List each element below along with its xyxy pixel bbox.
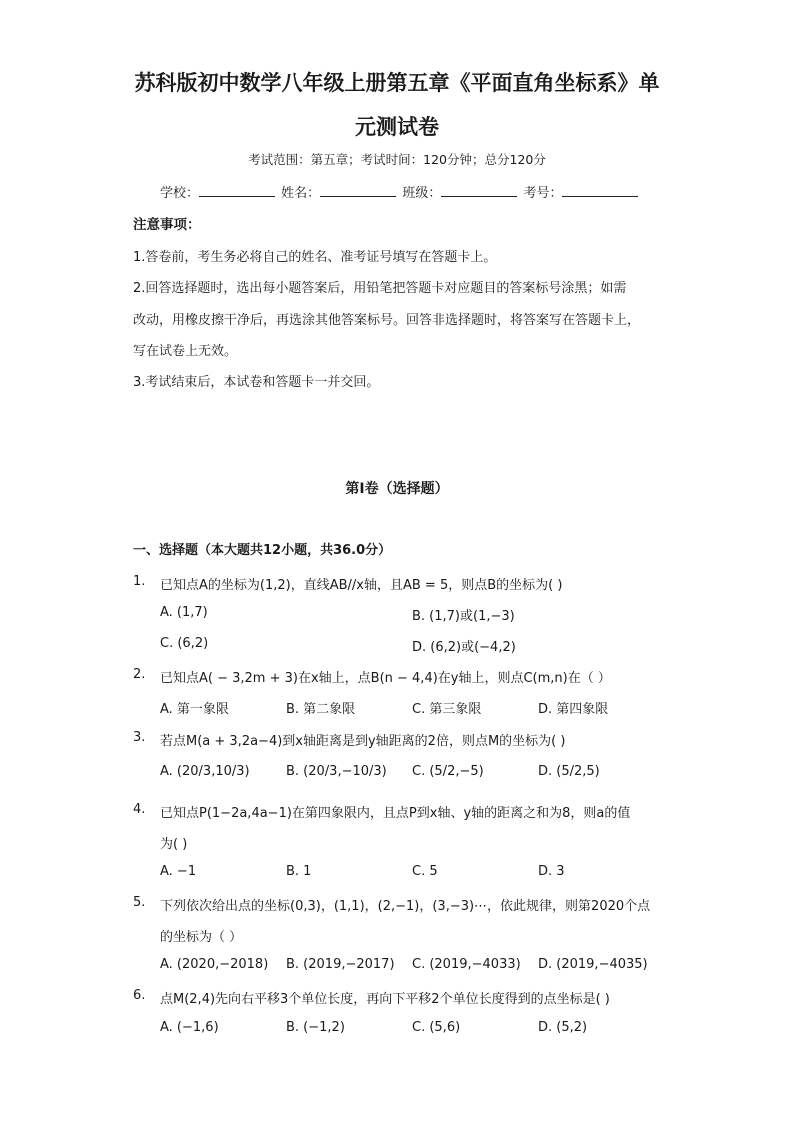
option-c: C. 5 bbox=[412, 864, 438, 879]
option-a: A. 第一象限 bbox=[160, 702, 229, 717]
option-b: B. 第二象限 bbox=[286, 702, 356, 717]
student-info-row bbox=[160, 182, 640, 201]
option-c: C. 第三象限 bbox=[412, 702, 482, 717]
question-text-cont: 为( ) bbox=[160, 837, 188, 852]
part-heading: 一、选择题（本大题共12小题，共36.0分） bbox=[133, 543, 392, 558]
question-text: 点M(2,4)先向右平移3个单位长度，再向下平移2个单位长度得到的点坐标是( ) bbox=[160, 992, 610, 1007]
question-number: 4. bbox=[133, 802, 146, 817]
school-label: 学校： bbox=[160, 186, 200, 201]
question-text: 下列依次给出点的坐标(0,3)，(1,1)，(2,−1)，(3,−3)⋯，依此规律，则第2020个点 bbox=[160, 899, 651, 914]
notice-line: 2.回答选择题时，选出每小题答案后，用铅笔把答题卡对应题目的答案标号涂黑；如需 bbox=[133, 281, 627, 296]
class-label: 班级： bbox=[402, 186, 442, 201]
name-label: 姓名： bbox=[281, 186, 321, 201]
notice-line: 改动，用橡皮擦干净后，再选涂其他答案标号。回答非选择题时，将答案写在答题卡上， bbox=[133, 313, 641, 328]
question-number: 3. bbox=[133, 730, 146, 745]
option-b: B. 1 bbox=[286, 864, 312, 879]
option-b: B. (20/3,−10/3) bbox=[286, 764, 387, 779]
option-a: A. −1 bbox=[160, 864, 197, 879]
option-c: C. (5,6) bbox=[412, 1020, 461, 1035]
question-number: 6. bbox=[133, 988, 146, 1003]
option-d: D. (2019,−4035) bbox=[538, 957, 648, 972]
question-number: 1. bbox=[133, 574, 146, 589]
notice-line: 3.考试结束后，本试卷和答题卡一并交回。 bbox=[133, 375, 380, 390]
question-text: 若点M(a + 3,2a−4)到x轴距离是到y轴距离的2倍，则点M的坐标为( ) bbox=[160, 734, 566, 749]
school-blank[interactable] bbox=[199, 184, 275, 197]
option-c: C. (2019,−4033) bbox=[412, 957, 521, 972]
option-a: A. (1,7) bbox=[160, 605, 208, 620]
option-c: C. (6,2) bbox=[160, 636, 209, 651]
option-d: D. (5/2,5) bbox=[538, 764, 600, 779]
option-d: D. 第四象限 bbox=[538, 702, 609, 717]
question-text: 已知点A的坐标为(1,2)，直线AB//x轴，且AB = 5，则点B的坐标为( ) bbox=[160, 578, 563, 593]
exam-title-line-2: 元测试卷 bbox=[355, 114, 439, 139]
exam-title-line-1: 苏科版初中数学八年级上册第五章《平面直角坐标系》单 bbox=[134, 70, 660, 95]
option-a: A. (20/3,10/3) bbox=[160, 764, 250, 779]
option-d: D. (6,2)或(−4,2) bbox=[412, 640, 516, 655]
notice-line: 1.答卷前，考生务必将自己的姓名、准考证号填写在答题卡上。 bbox=[133, 250, 497, 265]
option-a: A. (2020,−2018) bbox=[160, 957, 269, 972]
option-b: B. (−1,2) bbox=[286, 1020, 345, 1035]
question-text: 已知点A( − 3,2m + 3)在x轴上，点B(n − 4,4)在y轴上，则点C(m,n)在（ ） bbox=[160, 671, 611, 686]
question-number: 2. bbox=[133, 667, 146, 682]
option-a: A. (−1,6) bbox=[160, 1020, 219, 1035]
exam-no-label: 考号： bbox=[523, 186, 563, 201]
notice-line: 写在试卷上无效。 bbox=[133, 344, 238, 359]
exam-scope-info: 考试范围：第五章；考试时间：120分钟；总分120分 bbox=[248, 152, 546, 167]
question-text-cont: 的坐标为（ ） bbox=[160, 930, 243, 945]
section-title: 第Ⅰ卷（选择题） bbox=[345, 481, 449, 497]
notice-heading: 注意事项： bbox=[133, 217, 201, 233]
option-c: C. (5/2,−5) bbox=[412, 764, 484, 779]
name-blank[interactable] bbox=[320, 184, 396, 197]
option-d: D. (5,2) bbox=[538, 1020, 588, 1035]
option-b: B. (1,7)或(1,−3) bbox=[412, 609, 515, 624]
question-text: 已知点P(1−2a,4a−1)在第四象限内，且点P到x轴、y轴的距离之和为8，则a的值 bbox=[160, 806, 631, 821]
exam-no-blank[interactable] bbox=[562, 184, 638, 197]
question-number: 5. bbox=[133, 895, 146, 910]
option-b: B. (2019,−2017) bbox=[286, 957, 395, 972]
option-d: D. 3 bbox=[538, 864, 565, 879]
class-blank[interactable] bbox=[441, 184, 517, 197]
